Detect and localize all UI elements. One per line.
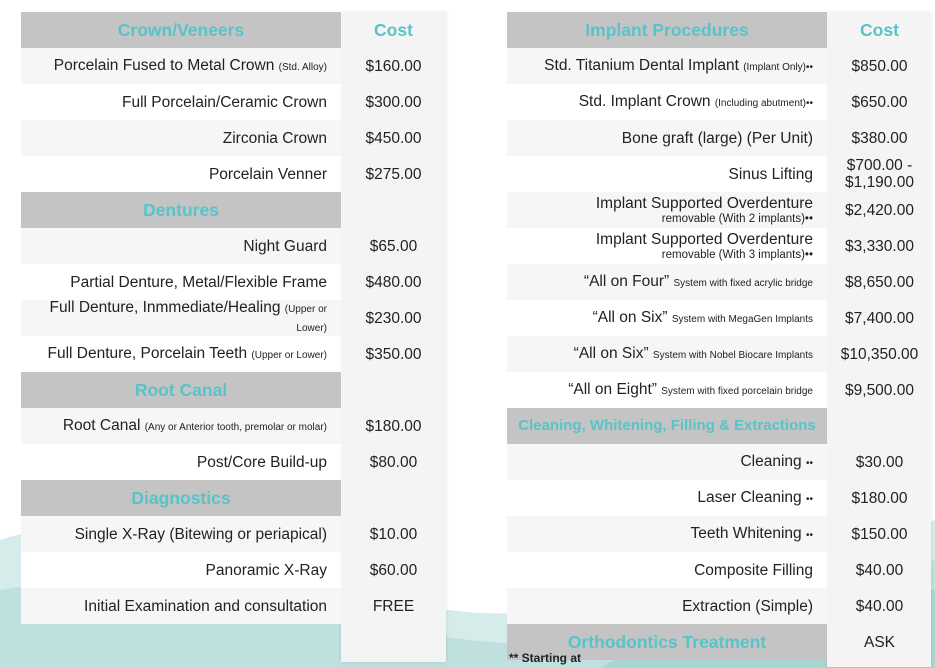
service-price: $40.00 [855, 597, 904, 615]
price-row [21, 228, 447, 264]
service-note: System with MegaGen Implants [671, 313, 813, 325]
price-row [21, 444, 447, 480]
service-price: $150.00 [851, 525, 908, 543]
service-name [596, 195, 813, 212]
service-note: (Upper or Lower) [251, 349, 327, 361]
service-name [63, 417, 327, 436]
service-name-text: Extraction (Simple) [682, 597, 813, 615]
service-name-text: Std. Titanium Dental Implant [544, 56, 739, 74]
service-label [507, 48, 827, 84]
price-row [507, 264, 932, 300]
service-price: FREE [372, 597, 415, 615]
service-name [697, 489, 813, 508]
service-price: $450.00 [365, 129, 422, 147]
service-name [243, 238, 327, 255]
price-row [21, 48, 447, 84]
price-row [507, 588, 932, 624]
service-price: $160.00 [365, 57, 422, 75]
service-note: (Implant Only)•• [743, 61, 813, 73]
service-price: $380.00 [851, 129, 908, 147]
section-title: Implant Procedures [507, 12, 827, 48]
service-name-text: Full Denture, Porcelain Teeth [47, 344, 248, 362]
section-title: Cleaning, Whitening, Filling & Extractions [507, 408, 827, 444]
section-cost-header: Cost [374, 19, 413, 40]
service-name [54, 57, 327, 76]
service-label [21, 588, 341, 624]
left-price-panel [21, 12, 447, 624]
service-price: $650.00 [851, 93, 908, 111]
service-note: System with fixed porcelain bridge [661, 385, 813, 397]
section-title: Crown/Veneers [21, 12, 341, 48]
price-row [21, 264, 447, 300]
service-price: $180.00 [851, 489, 908, 507]
price-row [507, 552, 932, 588]
service-label [21, 336, 341, 372]
service-name-text: Porcelain Venner [208, 165, 327, 183]
service-label [507, 84, 827, 120]
service-name-text: Partial Denture, Metal/Flexible Frame [70, 273, 327, 291]
service-label [21, 120, 341, 156]
service-price: $230.00 [365, 309, 422, 327]
section-title: Dentures [21, 192, 341, 228]
price-row [507, 48, 932, 84]
section-cost-header: ASK [863, 633, 895, 651]
service-name [574, 345, 813, 364]
service-name [740, 453, 813, 472]
section-title: Diagnostics [21, 480, 341, 516]
section-title: Orthodontics Treatment [507, 624, 827, 660]
price-row [507, 372, 932, 408]
service-name-text: Full Porcelain/Ceramic Crown [121, 93, 327, 111]
price-row [21, 84, 447, 120]
service-price: $480.00 [365, 273, 422, 291]
service-note: (Including abutment)•• [714, 97, 813, 109]
section-title: Root Canal [21, 372, 341, 408]
service-note: •• [805, 457, 813, 469]
service-name-text: Teeth Whitening [690, 524, 802, 542]
price-row [507, 228, 932, 264]
service-label [21, 552, 341, 588]
service-price: $40.00 [855, 561, 904, 579]
service-price: $850.00 [851, 57, 908, 75]
right-rows [507, 12, 932, 660]
service-name [47, 345, 327, 364]
service-label [507, 192, 827, 228]
service-label [507, 588, 827, 624]
service-name [568, 381, 813, 400]
service-name-text: Bone graft (large) (Per Unit) [621, 129, 813, 147]
service-note: •• [805, 529, 813, 541]
service-note: (Std. Alloy) [278, 61, 327, 73]
service-label [507, 444, 827, 480]
service-label [507, 120, 827, 156]
service-name [206, 562, 327, 579]
service-name [682, 598, 813, 615]
price-row [21, 336, 447, 372]
price-row [21, 300, 447, 336]
price-row [507, 516, 932, 552]
service-name [70, 274, 327, 291]
service-name-text: Full Denture, Inmmediate/Healing [49, 299, 281, 316]
service-price: $8,650.00 [845, 273, 914, 291]
service-name [21, 299, 327, 337]
service-price: $30.00 [855, 453, 904, 471]
price-row [21, 588, 447, 624]
footnote: ** Starting at [509, 651, 582, 665]
price-row [507, 444, 932, 480]
service-name-text: “All on Eight” [568, 380, 657, 398]
service-label [507, 228, 827, 264]
service-label [507, 552, 827, 588]
service-note: •• [805, 493, 813, 505]
service-subnote: removable (With 2 implants)•• [661, 212, 813, 225]
service-name [75, 526, 327, 543]
service-name [209, 166, 327, 183]
service-label [21, 228, 341, 264]
price-row [21, 516, 447, 552]
service-name-text: Sinus Lifting [728, 165, 813, 183]
service-label [507, 300, 827, 336]
service-label [21, 516, 341, 552]
service-note: System with fixed acrylic bridge [673, 277, 813, 289]
service-name-text: Porcelain Fused to Metal Crown [53, 56, 275, 74]
section-header [21, 192, 447, 228]
service-note: (Upper or Lower) [284, 304, 327, 334]
service-name-text: Composite Filling [694, 561, 813, 579]
section-header [21, 12, 447, 48]
service-price: $3,330.00 [845, 237, 914, 255]
service-name-text: “All on Six” [573, 344, 649, 362]
service-name-text: Laser Cleaning [697, 488, 802, 506]
service-name [694, 562, 813, 579]
service-label [21, 264, 341, 300]
price-row [507, 84, 932, 120]
service-name-text: Initial Examination and consultation [84, 597, 327, 615]
service-name [197, 454, 327, 471]
price-row [507, 192, 932, 228]
service-name-text: Post/Core Build-up [196, 453, 327, 471]
price-row [21, 156, 447, 192]
service-name-text: Zirconia Crown [222, 129, 327, 147]
price-row [507, 120, 932, 156]
service-price: $60.00 [369, 561, 418, 579]
section-header [507, 408, 932, 444]
service-name-text: “All on Six” [592, 308, 668, 326]
service-price: $180.00 [365, 417, 422, 435]
left-rows [21, 12, 447, 624]
service-name [622, 130, 813, 147]
service-price: $275.00 [365, 165, 422, 183]
service-label [21, 48, 341, 84]
service-subnote: removable (With 3 implants)•• [661, 248, 813, 261]
service-name-text: “All on Four” [583, 272, 670, 290]
service-name-text: Std. Implant Crown [578, 92, 711, 110]
service-label [507, 480, 827, 516]
service-name-text: Cleaning [740, 452, 802, 470]
section-header [507, 12, 932, 48]
section-cost-header: Cost [860, 19, 899, 40]
price-row [21, 120, 447, 156]
service-label [21, 300, 341, 336]
service-name [84, 598, 327, 615]
service-label [21, 444, 341, 480]
service-price: $700.00 - $1,190.00 [845, 157, 914, 191]
service-name [579, 93, 813, 112]
service-note: (Any or Anterior tooth, premolar or molar) [144, 421, 327, 433]
service-name-text: Implant Supported Overdenture [595, 230, 813, 248]
service-price: $9,500.00 [845, 381, 914, 399]
service-label [21, 408, 341, 444]
service-name-text: Night Guard [243, 237, 327, 255]
service-label [21, 84, 341, 120]
service-price: $2,420.00 [845, 201, 914, 219]
price-row [507, 156, 932, 192]
service-name-text: Root Canal [62, 416, 141, 434]
service-name [729, 166, 813, 183]
service-name [691, 525, 813, 544]
service-price: $350.00 [365, 345, 422, 363]
service-label [507, 372, 827, 408]
service-label [507, 336, 827, 372]
service-label [507, 264, 827, 300]
price-row [507, 300, 932, 336]
service-name-text: Single X-Ray (Bitewing or periapical) [74, 525, 327, 543]
service-price: $7,400.00 [845, 309, 914, 327]
service-label [507, 156, 827, 192]
price-row [507, 336, 932, 372]
service-name [122, 94, 327, 111]
service-price: $80.00 [369, 453, 418, 471]
service-price: $65.00 [369, 237, 418, 255]
service-label [507, 516, 827, 552]
service-name-text: Panoramic X-Ray [205, 561, 327, 579]
service-name-text: Implant Supported Overdenture [595, 194, 813, 212]
service-price: $10,350.00 [840, 345, 919, 363]
service-price: $300.00 [365, 93, 422, 111]
service-label [21, 156, 341, 192]
service-name [223, 130, 327, 147]
service-name [593, 309, 813, 328]
service-note: System with Nobel Biocare Implants [652, 349, 813, 361]
section-header [21, 480, 447, 516]
service-price: $10.00 [369, 525, 418, 543]
service-name [584, 273, 813, 292]
price-row [21, 552, 447, 588]
price-row [21, 408, 447, 444]
price-row [507, 480, 932, 516]
service-name [544, 57, 813, 76]
section-header [21, 372, 447, 408]
right-price-panel [507, 12, 932, 660]
service-name [596, 231, 813, 248]
